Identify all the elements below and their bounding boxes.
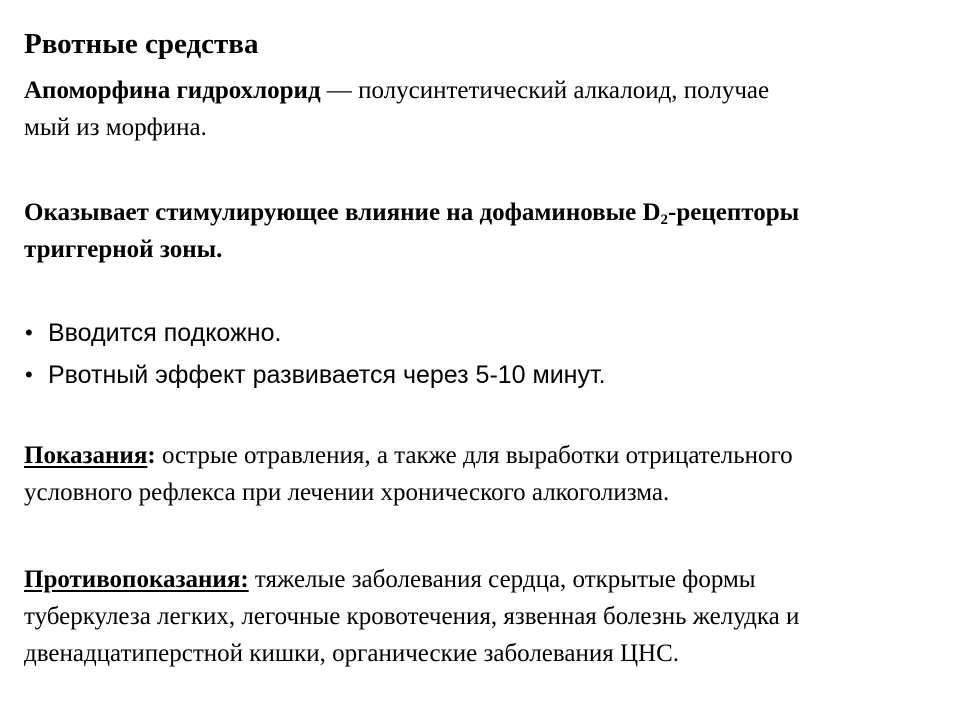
bullet-text: Рвотный эффект развивается через 5-10 минут. (48, 361, 606, 389)
administration-bullet-list (24, 312, 944, 396)
drug-intro-line-2: мый из морфина. (24, 114, 207, 141)
mechanism-text-start: Оказывает стимулирующее влияние на дофаминовые D (24, 199, 661, 226)
indications-label: Показания (24, 442, 148, 469)
bullet-item (24, 312, 944, 354)
indications-text: острые отравления, а также для выработки отрицательного (155, 442, 793, 469)
receptor-subscript: 2 (660, 212, 669, 228)
bullet-icon: • (25, 362, 33, 387)
indications-line-1 (24, 437, 944, 474)
contraindications-text: тяжелые заболевания сердца, открытые формы (248, 566, 756, 593)
mechanism-text-end: -рецепторы (668, 199, 800, 226)
indications-colon: : (147, 442, 156, 469)
contraindications-line-3: двенадцатиперстной кишки, органические заболевания ЦНС. (24, 640, 680, 667)
drug-description: — полусинтетический алкалоид, получае (320, 77, 770, 104)
contraindications-line-1 (24, 561, 944, 598)
drug-intro-line-1 (24, 72, 944, 109)
contraindications-label: Противопоказания: (24, 566, 249, 593)
contraindications-line-2: туберкулеза легких, легочные кровотечения, язвенная болезнь желудка и (24, 603, 800, 630)
mechanism-line-2: триггерной зоны. (24, 236, 223, 263)
bullet-text: Вводится подкожно. (48, 319, 282, 347)
bullet-icon: • (25, 320, 33, 345)
indications-paragraph (24, 437, 944, 511)
indications-line-2: условного рефлекса при лечении хронического алкоголизма. (24, 479, 670, 506)
drug-intro-paragraph (24, 72, 944, 146)
mechanism-paragraph (24, 194, 944, 268)
mechanism-line-1 (24, 194, 944, 231)
slide-title: Рвотные средства (24, 28, 259, 60)
bullet-item (24, 354, 944, 396)
contraindications-paragraph (24, 561, 944, 672)
drug-name: Апоморфина гидрохлорид (24, 77, 321, 104)
